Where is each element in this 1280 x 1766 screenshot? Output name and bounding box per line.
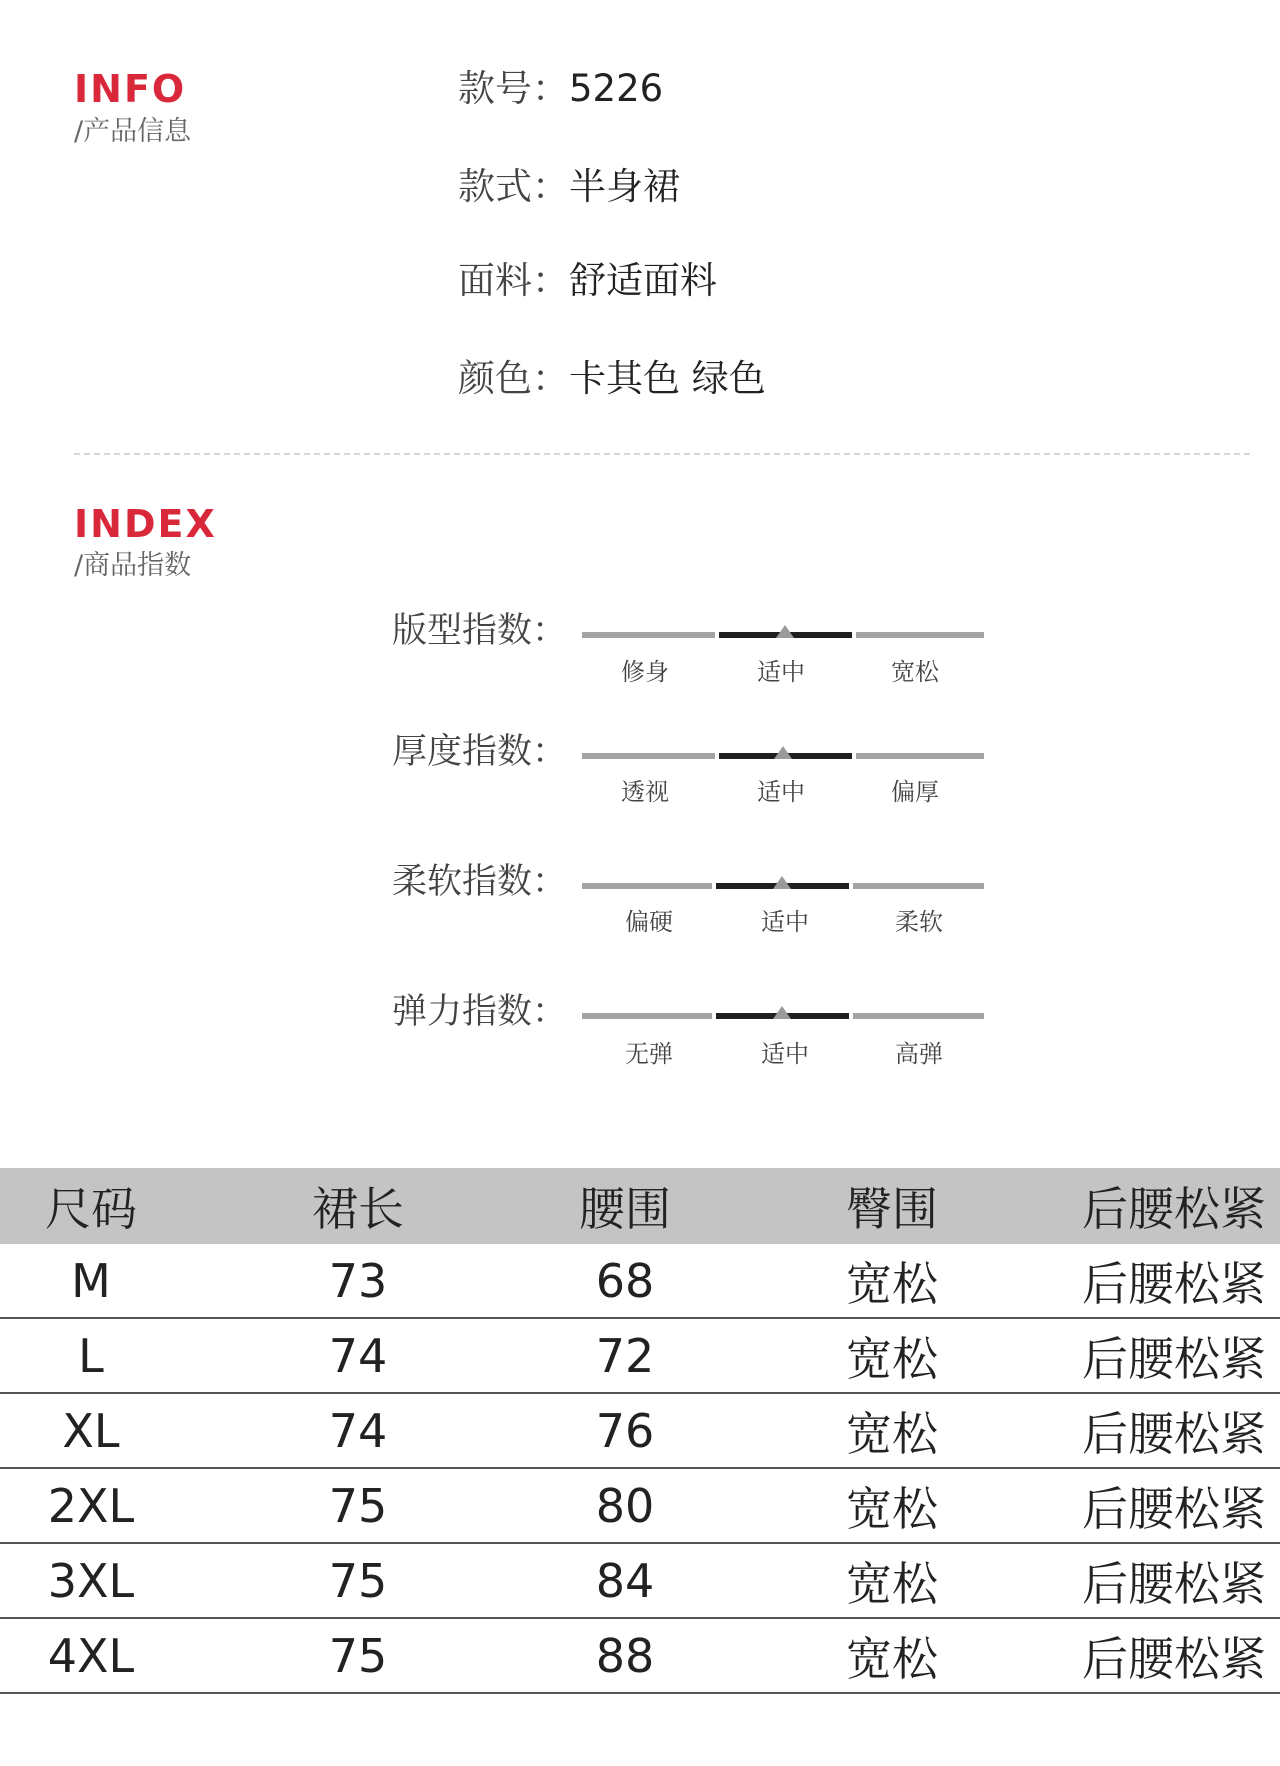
table-cell: 68 xyxy=(534,1244,716,1318)
index-tick: 柔软 xyxy=(895,908,943,936)
index-marker xyxy=(773,1006,791,1019)
info-value: 5226 xyxy=(569,67,664,110)
index-scale-left xyxy=(582,1013,712,1019)
table-cell: 76 xyxy=(534,1393,716,1468)
size-table-header xyxy=(0,1168,1280,1244)
info-value: 半身裙 xyxy=(569,165,680,208)
table-cell: L xyxy=(0,1318,182,1393)
index-tick: 偏硬 xyxy=(625,908,673,936)
table-cell: 后腰松紧 xyxy=(1068,1468,1280,1543)
table-cell: 后腰松紧 xyxy=(1068,1393,1280,1468)
table-cell: 88 xyxy=(534,1618,716,1693)
info-row-color xyxy=(458,357,766,400)
table-cell: 84 xyxy=(534,1543,716,1618)
table-cell: 4XL xyxy=(0,1618,182,1693)
table-cell: 宽松 xyxy=(716,1543,1068,1618)
table-cell: M xyxy=(0,1244,182,1318)
header-cell: 腰围 xyxy=(534,1168,716,1244)
header-cell: 尺码 xyxy=(0,1168,182,1244)
info-value: 舒适面料 xyxy=(569,259,717,302)
table-cell: XL xyxy=(0,1393,182,1468)
table-cell: 后腰松紧 xyxy=(1068,1318,1280,1393)
index-scale-right xyxy=(853,883,984,889)
index-tick: 高弹 xyxy=(895,1040,943,1068)
table-cell: 宽松 xyxy=(716,1244,1068,1318)
info-label: 款式： xyxy=(458,165,569,208)
table-cell: 宽松 xyxy=(716,1318,1068,1393)
index-subtitle: /商品指数 xyxy=(74,550,192,581)
index-tick: 适中 xyxy=(757,658,805,686)
index-tick: 适中 xyxy=(761,1040,809,1068)
index-marker xyxy=(774,746,792,759)
index-marker xyxy=(773,876,791,889)
index-label: 厚度指数： xyxy=(392,732,568,772)
index-marker xyxy=(776,625,794,638)
info-row-style-number xyxy=(458,67,664,110)
table-cell: 后腰松紧 xyxy=(1068,1244,1280,1318)
index-scale-left xyxy=(582,883,712,889)
table-row xyxy=(0,1543,1280,1618)
table-cell: 宽松 xyxy=(716,1618,1068,1693)
index-tick: 透视 xyxy=(621,778,669,806)
table-cell: 74 xyxy=(182,1393,534,1468)
index-tick: 偏厚 xyxy=(891,778,939,806)
section-divider xyxy=(74,453,1250,455)
header-cell: 后腰松紧 xyxy=(1068,1168,1280,1244)
header-cell: 臀围 xyxy=(716,1168,1068,1244)
table-cell: 80 xyxy=(534,1468,716,1543)
size-table xyxy=(0,1168,1280,1694)
index-scale-right xyxy=(856,632,984,638)
table-cell: 2XL xyxy=(0,1468,182,1543)
table-cell: 75 xyxy=(182,1543,534,1618)
table-row xyxy=(0,1318,1280,1393)
table-cell: 75 xyxy=(182,1618,534,1693)
table-cell: 74 xyxy=(182,1318,534,1393)
info-label: 面料： xyxy=(458,259,569,302)
info-title: INFO xyxy=(74,67,187,111)
table-row xyxy=(0,1618,1280,1693)
info-label: 颜色： xyxy=(458,357,569,400)
index-tick: 修身 xyxy=(621,658,669,686)
table-cell: 75 xyxy=(182,1468,534,1543)
info-row-style xyxy=(458,165,680,208)
table-row xyxy=(0,1244,1280,1318)
index-scale-right xyxy=(853,1013,984,1019)
index-title: INDEX xyxy=(74,502,217,546)
table-cell: 3XL xyxy=(0,1543,182,1618)
index-tick: 宽松 xyxy=(891,658,939,686)
index-tick: 无弹 xyxy=(625,1040,673,1068)
table-cell: 宽松 xyxy=(716,1393,1068,1468)
index-label: 版型指数： xyxy=(392,611,568,651)
table-cell: 后腰松紧 xyxy=(1068,1543,1280,1618)
index-label: 弹力指数： xyxy=(392,992,568,1032)
index-scale-left xyxy=(582,632,715,638)
info-value: 卡其色 绿色 xyxy=(569,357,766,400)
table-cell: 73 xyxy=(182,1244,534,1318)
index-label: 柔软指数： xyxy=(392,862,568,902)
table-row xyxy=(0,1393,1280,1468)
table-row xyxy=(0,1468,1280,1543)
index-tick: 适中 xyxy=(761,908,809,936)
index-scale-left xyxy=(582,753,715,759)
index-tick: 适中 xyxy=(757,778,805,806)
table-cell: 72 xyxy=(534,1318,716,1393)
index-scale-right xyxy=(856,753,984,759)
info-row-fabric xyxy=(458,259,717,302)
header-cell: 裙长 xyxy=(182,1168,534,1244)
table-cell: 宽松 xyxy=(716,1468,1068,1543)
info-label: 款号： xyxy=(458,67,569,110)
info-subtitle: /产品信息 xyxy=(74,116,192,147)
table-cell: 后腰松紧 xyxy=(1068,1618,1280,1693)
